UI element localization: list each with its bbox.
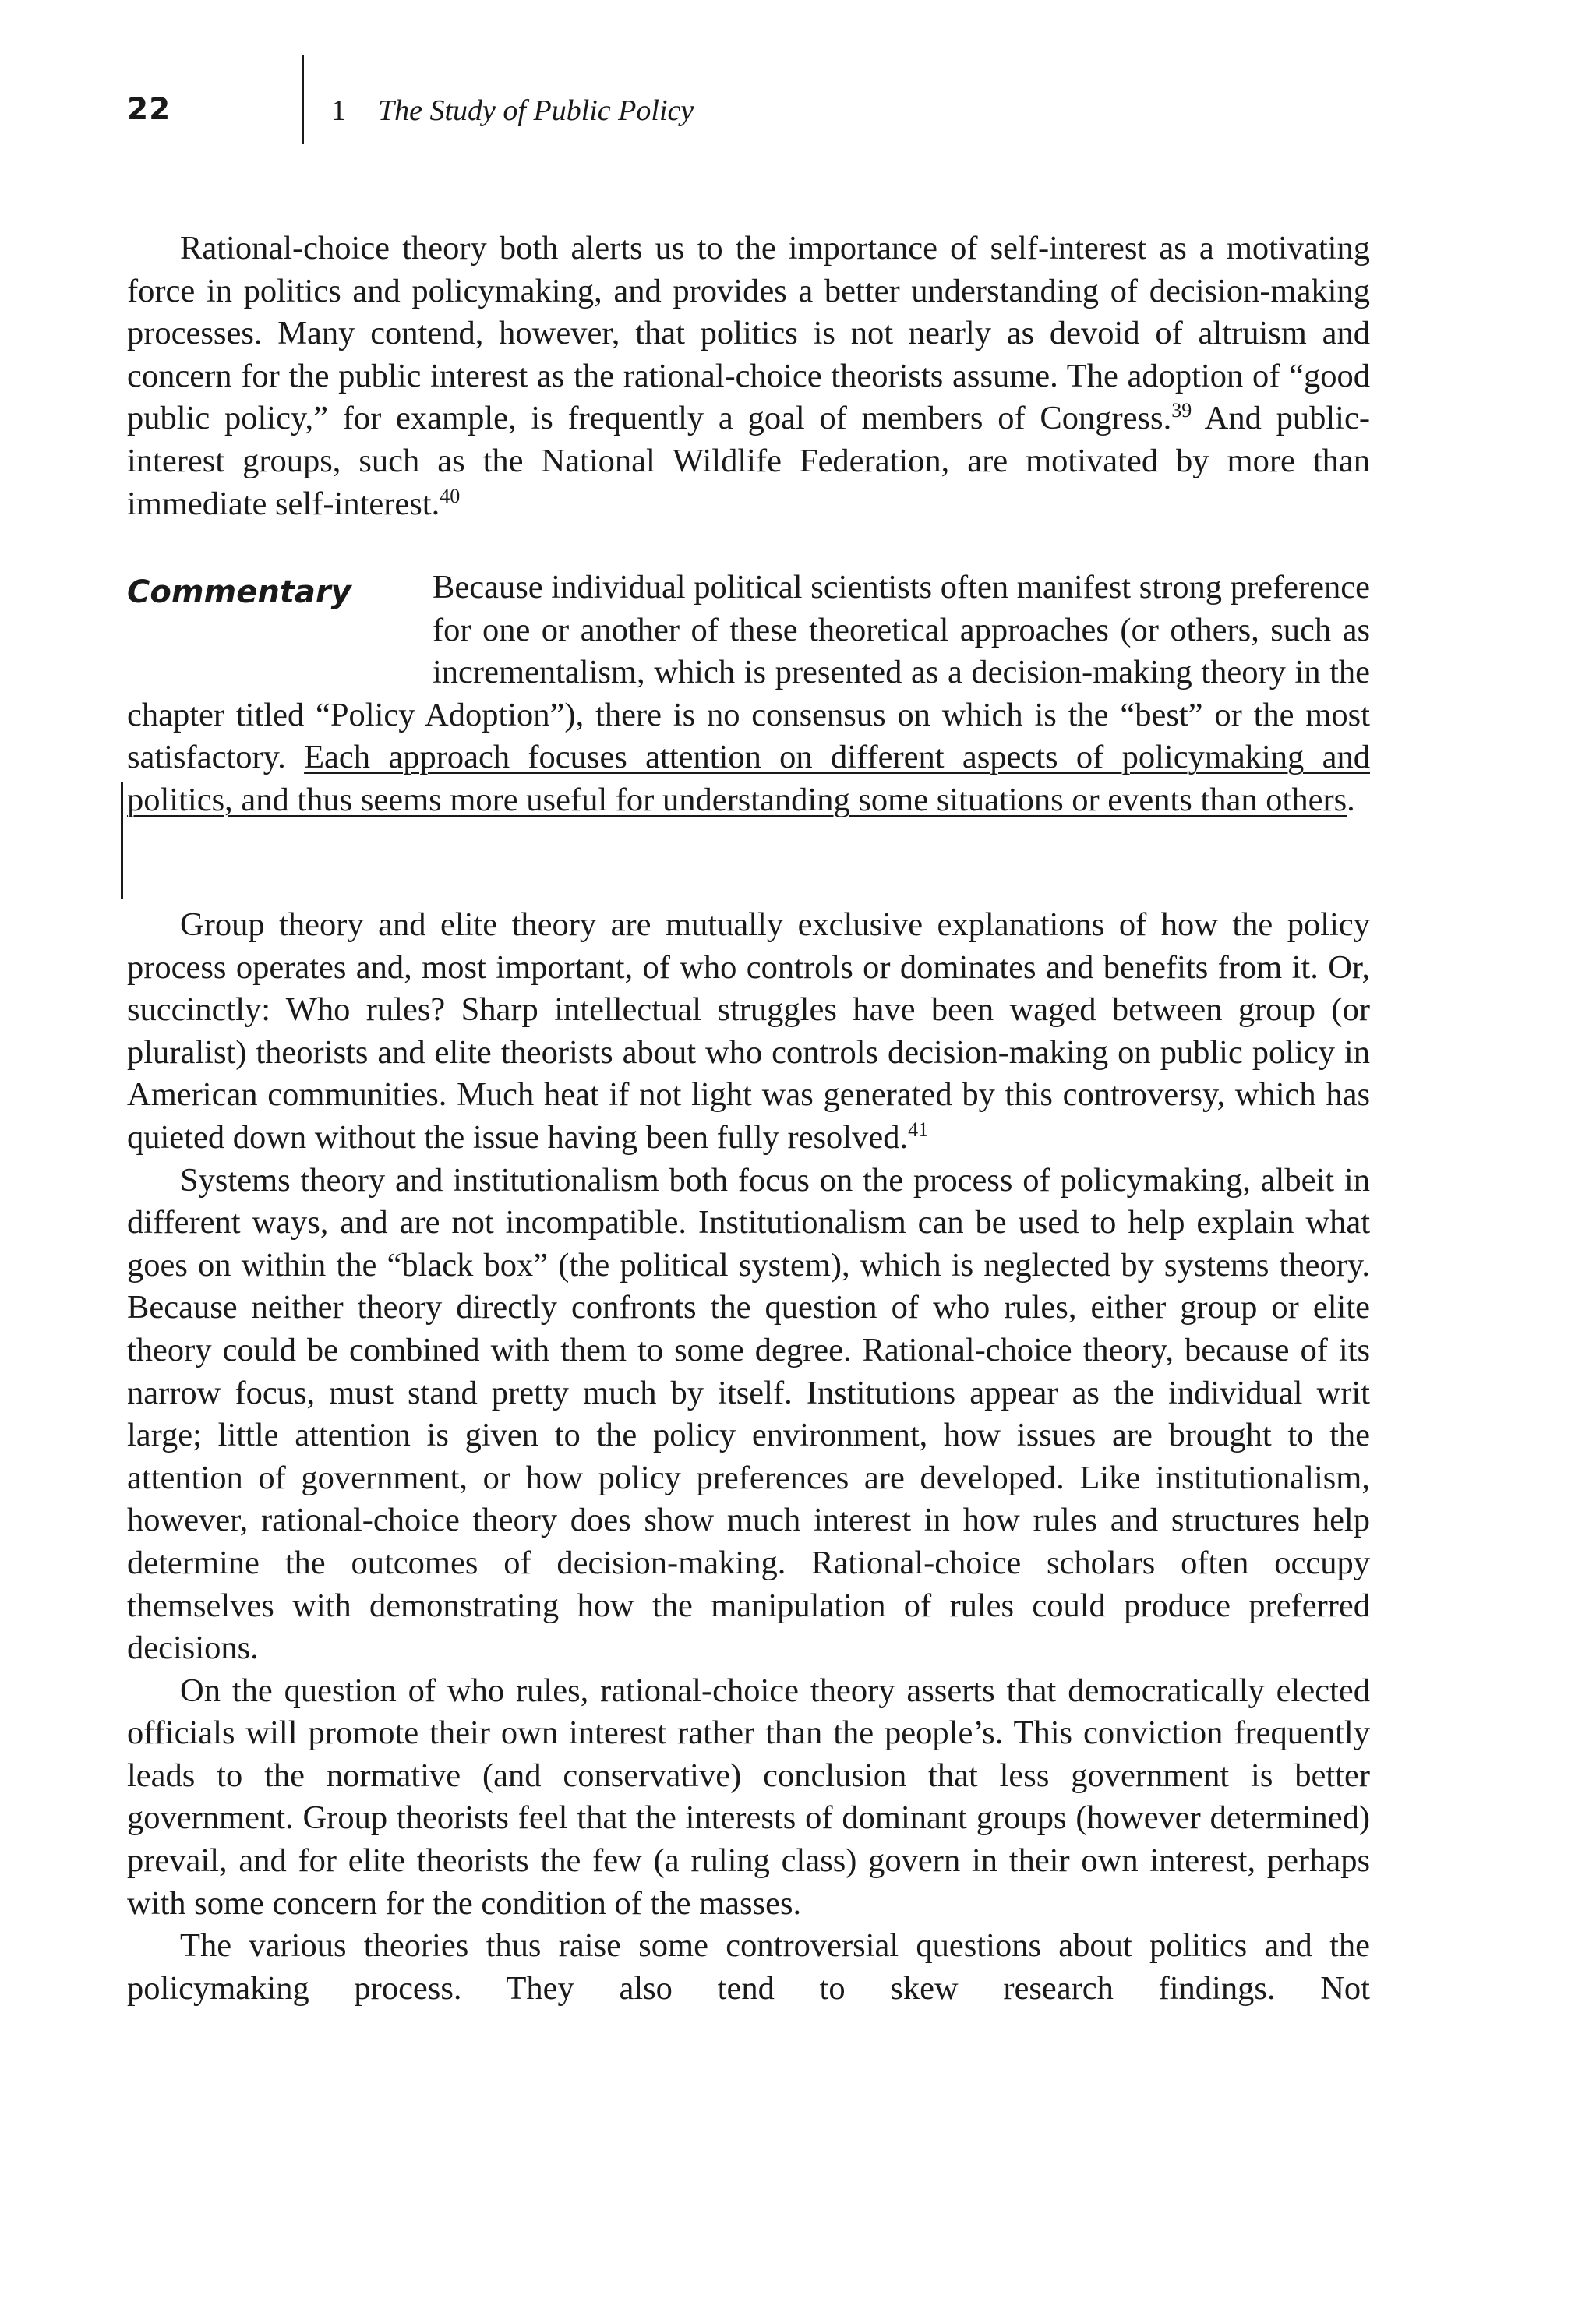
paragraph-rational-choice	[127, 228, 1370, 525]
paragraph-text: And public-interest groups, such as the National Wildlife Federation, are motivated by more than immediate self-interest.	[127, 400, 1371, 522]
paragraph-group-theory	[127, 904, 1370, 1160]
paragraph-text: Rational-choice theory both alerts us to the importance of self-interest as a motivating force in politics and policymaking, and provides a better understanding of decision-making processes. Many contend, however, that politics is not nearly as devoid of altruism and concern for the public interest as the rational-choice theorists assume. The adoption of “good public policy,” for example, is frequently a goal of members of Congress.	[127, 230, 1370, 437]
page-number: 22	[127, 92, 171, 127]
commentary-end: .	[1347, 781, 1355, 818]
underlined-passage: Each approach focuses attention on different aspects of policymaking and politics, and thus seems more useful for understanding some situations or events than others	[127, 739, 1370, 818]
paragraph-text: Group theory and elite theory are mutually exclusive explanations of how the policy process operates and, most important, of who controls or dominates and benefits from it. Or, succinctly: Who rules? Sharp intellectual struggles have been waged between group (or pluralist) theorists and elite theorists about who controls decision-making on public policy in American communities. Much heat if not light was generated by this controversy, which has quieted down without the issue having been fully resolved.	[127, 906, 1370, 1156]
margin-bracket-mark	[121, 782, 123, 899]
commentary-heading: Commentary	[127, 574, 351, 610]
commentary-text: Because individual political scientists often manifest strong preference for one or another of these theoretical approaches (or others, such as incrementalism, which is presented as a decision-making theory in the chapter titled “Policy Adoption”), there is no consensus on which is the “best” or the most satisfactory.	[127, 569, 1370, 776]
running-head-rule	[302, 55, 304, 144]
footnote-marker: 40	[440, 484, 461, 507]
footnote-marker: 39	[1171, 399, 1192, 422]
commentary-section	[127, 567, 1370, 822]
running-head	[127, 92, 1452, 147]
paragraph-who-rules: On the question of who rules, rational-choice theory asserts that democratically elected officials will promote their own interest rather than the people’s. This conviction frequently leads to the normative (and conservative) conclusion that less government is better government. Group theorists feel that the interests of dominant groups (however determined) prevail, and for elite theorists the few (a ruling class) govern in their own interest, perhaps with some concern for the condition of the masses.	[127, 1672, 1370, 1922]
chapter-number: 1	[331, 94, 346, 127]
body-paragraphs	[127, 904, 1370, 2010]
footnote-marker: 41	[908, 1118, 929, 1141]
paragraph-controversial-questions: The various theories thus raise some controversial questions about politics and the policymaking process. They also tend to skew research findings. Not	[127, 1927, 1370, 2007]
paragraph-systems-theory: Systems theory and institutionalism both focus on the process of policymaking, albeit in different ways, and are not incompatible. Institutionalism can be used to help explain what goes on within the “black box” (the political system), which is neglected by systems theory. Because neither theory directly confronts the question of who rules, either group or elite theory could be combined with them to some degree. Rational-choice theory, because of its narrow focus, must stand pretty much by itself. Institutions appear as the individual writ large; little attention is given to the policy environment, how issues are brought to the attention of government, or how policy preferences are developed. Like institutionalism, however, rational-choice theory does show much interest in how rules and structures help determine the outcomes of decision-making. Rational-choice scholars often occupy themselves with demonstrating how the manipulation of rules could produce preferred decisions.	[127, 1161, 1370, 1667]
chapter-title: The Study of Public Policy	[378, 94, 694, 127]
